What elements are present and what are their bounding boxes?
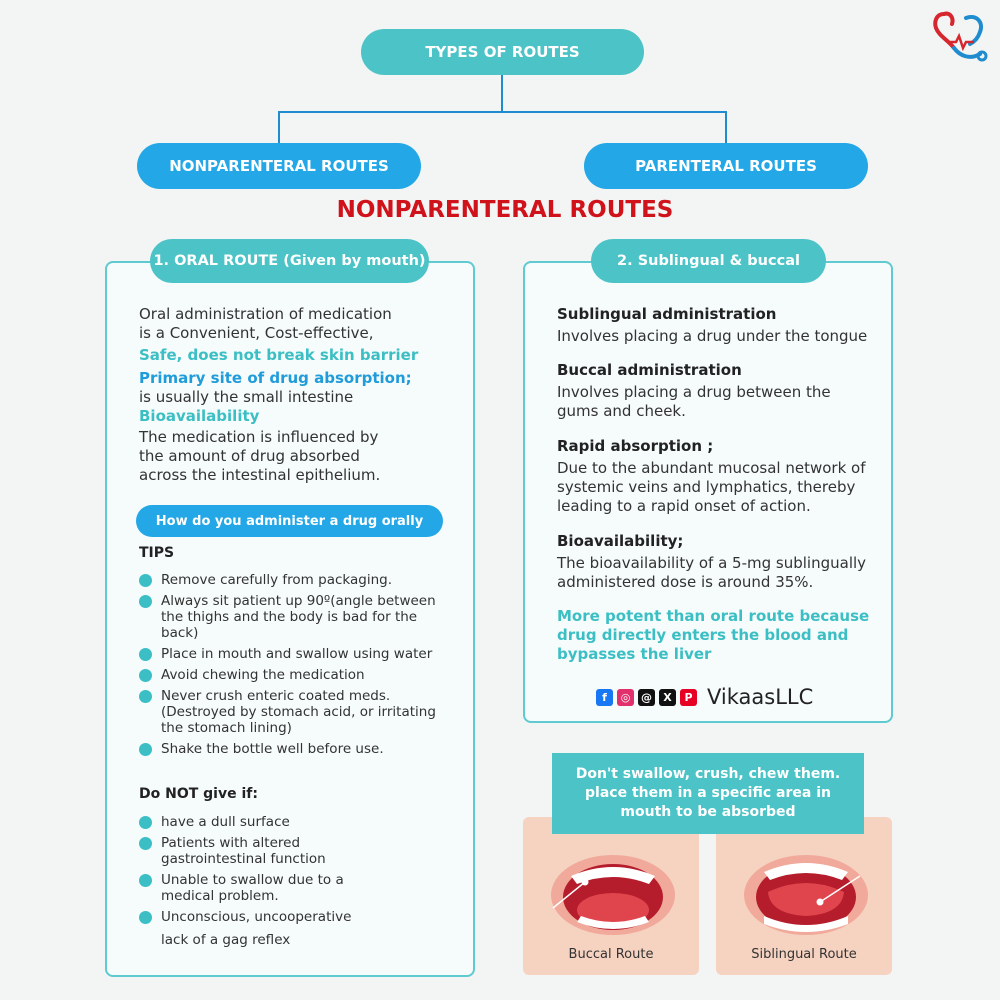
oral-intro-line-1: Oral administration of medication (139, 305, 392, 323)
do-not-give-label: Do NOT give if: (139, 786, 258, 802)
types-of-routes-pill: TYPES OF ROUTES (361, 29, 644, 75)
rapid-absorption-text-2: systemic veins and lymphatics, thereby (557, 478, 856, 496)
sublingual-title: 2. Sublingual & buccal (591, 239, 826, 283)
bullet-dot-icon (139, 816, 152, 829)
buccal-mouth-illustration (549, 852, 677, 938)
connector-vertical (501, 75, 503, 112)
dont-swallow-callout (552, 753, 864, 834)
bullet-dot-icon (139, 595, 152, 608)
rapid-absorption-text-3: leading to a rapid onset of action. (557, 497, 811, 515)
more-potent-line-3: bypasses the liver (557, 645, 712, 663)
bullet-dot-icon (139, 743, 152, 756)
rapid-absorption-text-1: Due to the abundant mucosal network of (557, 459, 866, 477)
sublingual-admin-text: Involves placing a drug under the tongue (557, 327, 868, 345)
buccal-admin-text-1: Involves placing a drug between the (557, 383, 831, 401)
tips-list (139, 572, 449, 762)
social-brand-row (596, 685, 813, 709)
oral-small-intestine: is usually the small intestine (139, 388, 354, 406)
pinterest-icon[interactable]: P (680, 689, 697, 706)
connector-left (278, 111, 280, 144)
donot-item: have a dull surface (139, 814, 389, 830)
sublingual-mouth-illustration (742, 852, 870, 938)
brand-name: VikaasLLC (707, 685, 814, 709)
bullet-dot-icon (139, 648, 152, 661)
bioavailability-head: Bioavailability; (557, 532, 684, 550)
tip-item: Avoid chewing the medication (139, 667, 449, 683)
tip-item: Always sit patient up 90º(angle between the thighs and the body is bad for the back) (139, 593, 449, 641)
bullet-dot-icon (139, 874, 152, 887)
tip-item: Shake the bottle well before use. (139, 741, 449, 757)
bullet-dot-icon (139, 911, 152, 924)
instagram-icon[interactable]: ◎ (617, 689, 634, 706)
stethoscope-heart-icon (930, 8, 990, 70)
threads-icon[interactable]: @ (638, 689, 655, 706)
oral-bioavailability-label: Bioavailability (139, 407, 260, 425)
sublingual-caption: Siblingual Route (751, 947, 857, 962)
oral-intro-line-2: is a Convenient, Cost-effective, (139, 324, 374, 342)
connector-horizontal (278, 111, 727, 113)
bioavailability-text-1: The bioavailability of a 5-mg sublingually (557, 554, 867, 572)
how-to-administer-pill: How do you administer a drug orally (136, 505, 443, 537)
oral-bioavailability-line-1: The medication is influenced by (139, 428, 379, 446)
parenteral-routes-pill: PARENTERAL ROUTES (584, 143, 868, 189)
callout-line-2: place them in a specific area in (585, 785, 831, 801)
bullet-dot-icon (139, 669, 152, 682)
facebook-icon[interactable]: f (596, 689, 613, 706)
more-potent-line-2: drug directly enters the blood and (557, 626, 849, 644)
do-not-give-extra: lack of a gag reflex (161, 932, 291, 948)
bullet-dot-icon (139, 690, 152, 703)
oral-route-title: 1. ORAL ROUTE (Given by mouth) (150, 239, 429, 283)
rapid-absorption-head: Rapid absorption ; (557, 437, 714, 455)
bullet-dot-icon (139, 837, 152, 850)
section-title: NONPARENTERAL ROUTES (336, 197, 674, 223)
donot-item: Unconscious, uncooperative (139, 909, 389, 925)
oral-bioavailability-line-2: the amount of drug absorbed (139, 447, 360, 465)
tip-item: Never crush enteric coated meds.(Destroyed by stomach acid, or irritating the stomach lining) (139, 688, 449, 736)
bullet-dot-icon (139, 574, 152, 587)
callout-line-3: mouth to be absorbed (620, 804, 796, 820)
connector-right (725, 111, 727, 144)
sublingual-content (557, 305, 887, 664)
nonparenteral-routes-pill: NONPARENTERAL ROUTES (137, 143, 421, 189)
buccal-admin-head: Buccal administration (557, 361, 742, 379)
more-potent-line-1: More potent than oral route because (557, 607, 870, 625)
donot-item: Patients with altered gastrointestinal function (139, 835, 389, 867)
callout-line-1: Don't swallow, crush, chew them. (575, 766, 841, 782)
oral-primary-site-highlight: Primary site of drug absorption; (139, 369, 412, 387)
tips-label: TIPS (139, 545, 175, 561)
x-icon[interactable]: X (659, 689, 676, 706)
buccal-admin-text-2: gums and cheek. (557, 402, 686, 420)
do-not-give-list (139, 814, 389, 930)
buccal-caption: Buccal Route (568, 947, 654, 962)
donot-item: Unable to swallow due to a medical problem. (139, 872, 389, 904)
oral-safe-highlight: Safe, does not break skin barrier (139, 346, 419, 364)
oral-intro (139, 305, 459, 485)
sublingual-admin-head: Sublingual administration (557, 305, 777, 323)
tip-item: Remove carefully from packaging. (139, 572, 449, 588)
bioavailability-text-2: administered dose is around 35%. (557, 573, 814, 591)
tip-item: Place in mouth and swallow using water (139, 646, 449, 662)
oral-bioavailability-line-3: across the intestinal epithelium. (139, 466, 381, 484)
